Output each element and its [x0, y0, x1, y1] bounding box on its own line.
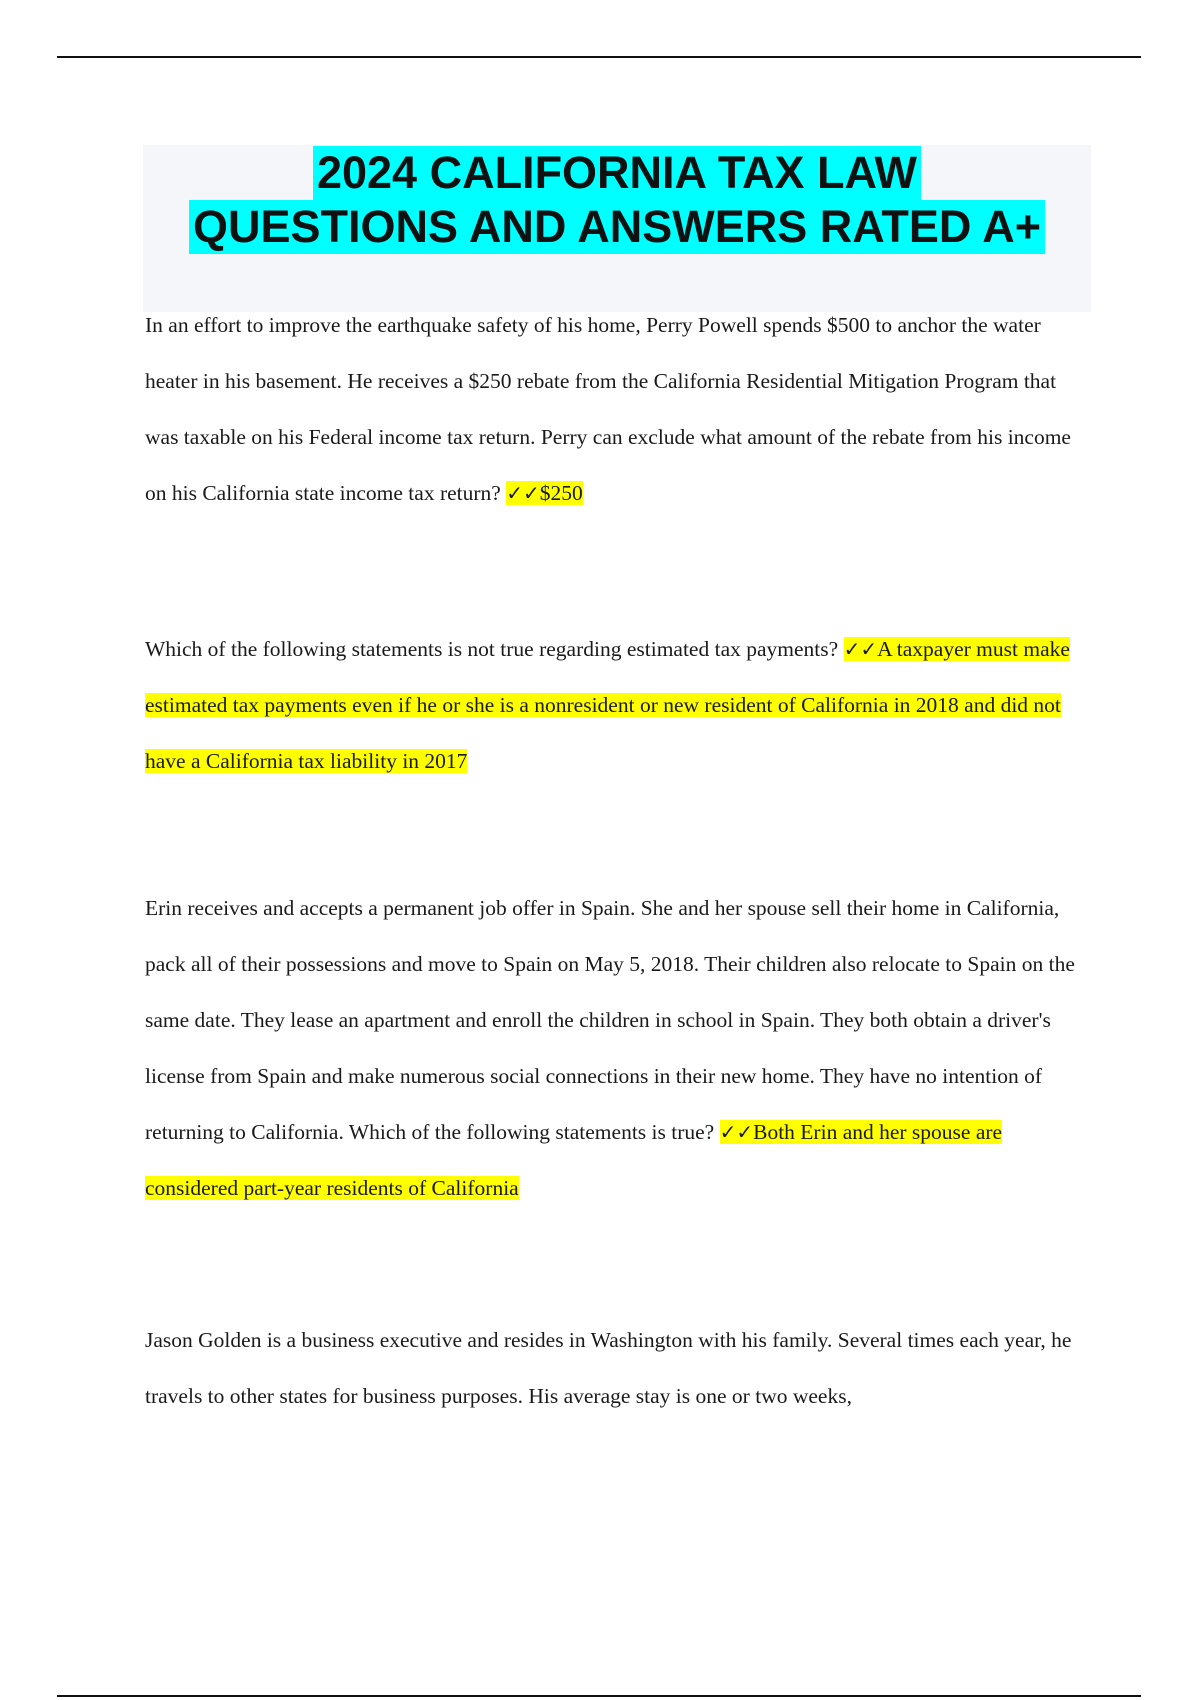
double-check-icon: ✓✓ [719, 1120, 754, 1144]
answer-text: $250 [539, 481, 583, 505]
question-text: Which of the following statements is not true regarding estimated tax payments? [145, 637, 839, 661]
title-line-1: 2024 CALIFORNIA TAX LAW [313, 146, 921, 200]
question-answer-2 [145, 621, 1085, 789]
question-answer-4 [145, 1312, 1085, 1424]
answer-text: A taxpayer must make estimated tax payments even if he or she is a nonresident or new resident of California in 2018 and did not have a California tax liability in 2017 [145, 637, 1070, 773]
title-line-2: QUESTIONS AND ANSWERS RATED A+ [189, 200, 1045, 254]
answer-text: Both Erin and her spouse are considered part-year residents of California [145, 1120, 1003, 1200]
bottom-rule [57, 1695, 1141, 1697]
question-text: In an effort to improve the earthquake safety of his home, Perry Powell spends $500 to anchor the water heater in his basement. He receives a $250 rebate from the California Residential Mitigation Program that was taxable on his Federal income tax return. Perry can exclude what amount of the rebate from his income on his California state income tax return? [145, 313, 1071, 505]
question-text: Jason Golden is a business executive and resides in Washington with his family. Several times each year, he travels to other states for business purposes. His average stay is one or two weeks, [145, 1328, 1072, 1408]
double-check-icon: ✓✓ [506, 481, 540, 505]
top-rule [57, 56, 1141, 58]
title-block [143, 145, 1091, 312]
answer-highlight [506, 481, 583, 505]
question-answer-1 [145, 297, 1085, 521]
question-text: Erin receives and accepts a permanent job offer in Spain. She and her spouse sell their home in California, pack all of their possessions and move to Spain on May 5, 2018. Their children also relocate to Spain on the same date. They lease an apartment and enroll the children in school in Spain. They both obtain a driver's license from Spain and make numerous social connections in their new home. They have no intention of returning to California. Which of the following statements is true? [145, 896, 1075, 1144]
question-answer-3 [145, 880, 1085, 1216]
double-check-icon: ✓✓ [843, 637, 878, 661]
